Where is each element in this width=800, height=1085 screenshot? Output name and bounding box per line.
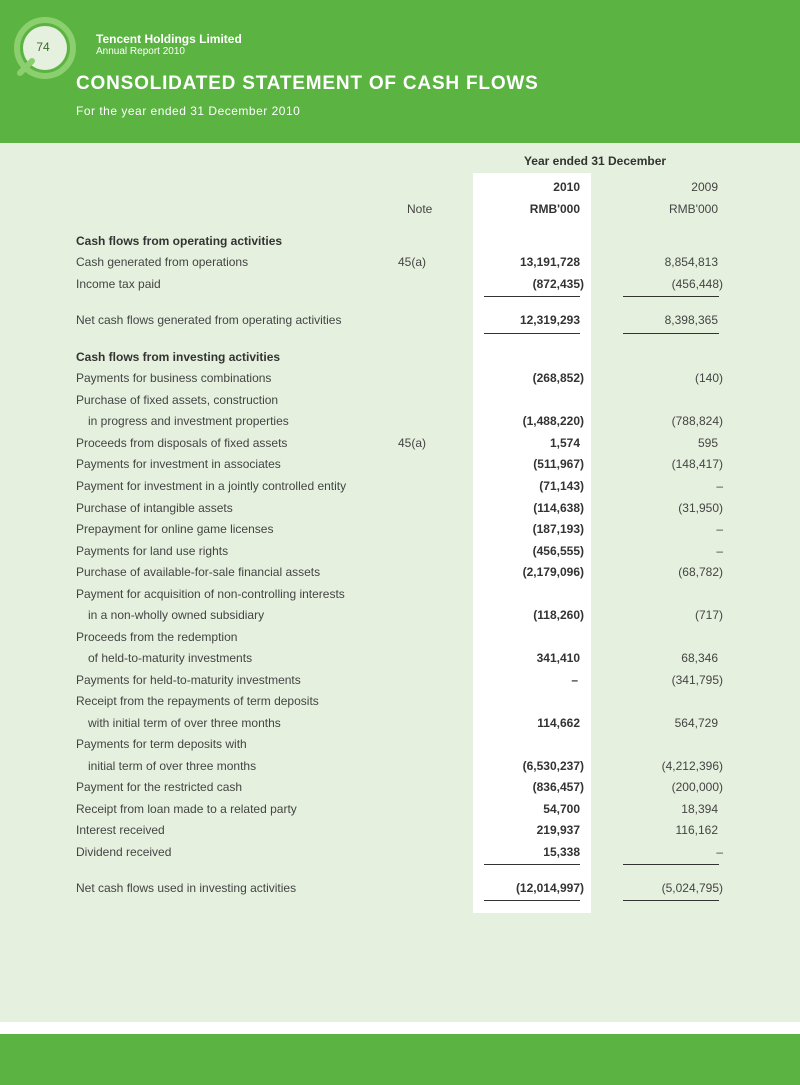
rule-2009 xyxy=(623,900,719,901)
table-row xyxy=(0,713,800,734)
row-value-2009: 595 xyxy=(697,436,718,450)
table-row xyxy=(0,390,800,411)
table-row xyxy=(0,454,800,475)
unit-header-2009: RMB'000 xyxy=(669,202,718,216)
page-title: CONSOLIDATED STATEMENT OF CASH FLOWS xyxy=(76,73,539,94)
row-label: Payments for term deposits with xyxy=(76,737,247,751)
table-row xyxy=(0,498,800,519)
table-row xyxy=(0,820,800,841)
row-value-2009: (4,212,396) xyxy=(661,759,723,773)
row-value-2010: 13,191,728 xyxy=(519,255,580,269)
table-row xyxy=(0,368,800,389)
row-value-2009: (140) xyxy=(694,371,723,385)
row-value-2009: 116,162 xyxy=(675,823,718,837)
row-value-2010: (456,555) xyxy=(532,544,584,558)
table-row xyxy=(0,842,800,863)
row-value-2010: (12,014,997) xyxy=(515,881,584,895)
row-value-2009: (148,417) xyxy=(671,457,723,471)
row-value-2009: 564,729 xyxy=(674,716,718,730)
table-row xyxy=(0,691,800,712)
row-value-2010: (268,852) xyxy=(532,371,584,385)
column-header-2009: 2009 xyxy=(691,180,718,194)
table-row xyxy=(0,648,800,669)
row-label: Proceeds from the redemption xyxy=(76,630,238,644)
table-row xyxy=(0,562,800,583)
row-value-2009: (5,024,795) xyxy=(661,881,723,895)
report-name: Annual Report 2010 xyxy=(96,46,185,57)
row-label: Cash flows from investing activities xyxy=(76,350,281,364)
row-value-2009: (456,448) xyxy=(671,277,723,291)
row-label: Payments for held-to-maturity investments xyxy=(76,673,301,687)
rule-2010 xyxy=(484,296,580,297)
row-label: Net cash flows generated from operating activities xyxy=(76,313,342,327)
row-label: Receipt from loan made to a related party xyxy=(76,802,297,816)
row-value-2010: 114,662 xyxy=(537,716,580,730)
row-label: with initial term of over three months xyxy=(88,716,281,730)
row-label: Interest received xyxy=(76,823,165,837)
table-row xyxy=(0,347,800,368)
row-value-2010: (71,143) xyxy=(539,479,584,493)
table-row xyxy=(0,310,800,331)
table-row xyxy=(0,878,800,899)
rule-2009 xyxy=(623,864,719,865)
table-row xyxy=(0,605,800,626)
table-row xyxy=(0,519,800,540)
rule-2010 xyxy=(484,900,580,901)
group-header: Year ended 31 December xyxy=(523,154,667,168)
row-label: Payment for acquisition of non-controlling interests xyxy=(76,587,345,601)
row-value-2010: 12,319,293 xyxy=(519,313,580,327)
table-row xyxy=(0,476,800,497)
row-label: Net cash flows used in investing activities xyxy=(76,881,297,895)
row-value-2010: 15,338 xyxy=(543,845,580,859)
table-row xyxy=(0,433,800,454)
row-value-2009: 68,346 xyxy=(681,651,718,665)
row-label: Cash flows from operating activities xyxy=(76,234,283,248)
row-value-2010: 341,410 xyxy=(536,651,580,665)
row-value-2010: (118,260) xyxy=(533,608,584,622)
row-value-2009: – xyxy=(716,845,723,859)
row-value-2010: 1,574 xyxy=(549,436,580,450)
table-row xyxy=(0,231,800,252)
table-row xyxy=(0,777,800,798)
table-row xyxy=(0,541,800,562)
page-header xyxy=(0,0,800,143)
row-label: Purchase of fixed assets, construction xyxy=(76,393,279,407)
row-label: in progress and investment properties xyxy=(88,414,289,428)
page-subtitle: For the year ended 31 December 2010 xyxy=(76,104,301,118)
row-value-2009: (788,824) xyxy=(671,414,723,428)
table-row xyxy=(0,627,800,648)
row-label: Payments for business combinations xyxy=(76,371,272,385)
row-value-2009: 8,398,365 xyxy=(664,313,718,327)
rule-2009 xyxy=(623,333,719,334)
row-label: Payment for investment in a jointly controlled entity xyxy=(76,479,347,493)
table-row xyxy=(0,799,800,820)
row-value-2009: (717) xyxy=(694,608,723,622)
row-note: 45(a) xyxy=(398,436,427,450)
row-label: Receipt from the repayments of term deposits xyxy=(76,694,319,708)
footer-divider xyxy=(0,1022,800,1034)
rule-2009 xyxy=(623,296,719,297)
table-row xyxy=(0,584,800,605)
row-value-2010: (1,488,220) xyxy=(522,414,584,428)
row-value-2010: (836,457) xyxy=(532,780,584,794)
column-header-2010: 2010 xyxy=(553,180,580,194)
row-value-2010: (187,193) xyxy=(532,522,584,536)
company-name: Tencent Holdings Limited xyxy=(96,32,242,46)
table-row xyxy=(0,274,800,295)
page-footer xyxy=(0,1034,800,1085)
row-value-2010: (6,530,237) xyxy=(522,759,584,773)
row-label: initial term of over three months xyxy=(88,759,257,773)
row-label: Payment for the restricted cash xyxy=(76,780,243,794)
rule-2010 xyxy=(484,864,580,865)
row-value-2009: – xyxy=(716,544,723,558)
row-value-2009: 18,394 xyxy=(681,802,718,816)
note-header: Note xyxy=(407,202,433,216)
row-value-2009: (200,000) xyxy=(671,780,723,794)
row-value-2009: – xyxy=(716,522,723,536)
unit-header-2010: RMB'000 xyxy=(529,202,580,216)
rule-2010 xyxy=(484,333,580,334)
row-label: Prepayment for online game licenses xyxy=(76,522,274,536)
row-value-2009: (68,782) xyxy=(678,565,723,579)
row-value-2010: 219,937 xyxy=(536,823,580,837)
row-label: of held-to-maturity investments xyxy=(88,651,253,665)
table-row xyxy=(0,734,800,755)
row-value-2009: 8,854,813 xyxy=(664,255,718,269)
page-number: 74 xyxy=(36,40,50,54)
row-value-2010: (2,179,096) xyxy=(522,565,584,579)
table-row xyxy=(0,411,800,432)
row-label: Income tax paid xyxy=(76,277,161,291)
row-label: in a non-wholly owned subsidiary xyxy=(88,608,265,622)
table-row xyxy=(0,756,800,777)
row-value-2009: (341,795) xyxy=(671,673,723,687)
row-label: Dividend received xyxy=(76,845,172,859)
row-value-2009: – xyxy=(716,479,723,493)
row-value-2010: (511,967) xyxy=(533,457,584,471)
table-row xyxy=(0,670,800,691)
row-note: 45(a) xyxy=(398,255,427,269)
row-label: Cash generated from operations xyxy=(76,255,249,269)
table-row xyxy=(0,252,800,273)
row-value-2010: – xyxy=(571,673,578,687)
row-label: Purchase of intangible assets xyxy=(76,501,233,515)
row-value-2010: (872,435) xyxy=(532,277,584,291)
row-value-2010: (114,638) xyxy=(533,501,584,515)
row-label: Purchase of available-for-sale financial assets xyxy=(76,565,321,579)
row-label: Payments for land use rights xyxy=(76,544,229,558)
row-label: Payments for investment in associates xyxy=(76,457,281,471)
row-value-2010: 54,700 xyxy=(543,802,580,816)
row-label: Proceeds from disposals of fixed assets xyxy=(76,436,288,450)
row-value-2009: (31,950) xyxy=(678,501,723,515)
